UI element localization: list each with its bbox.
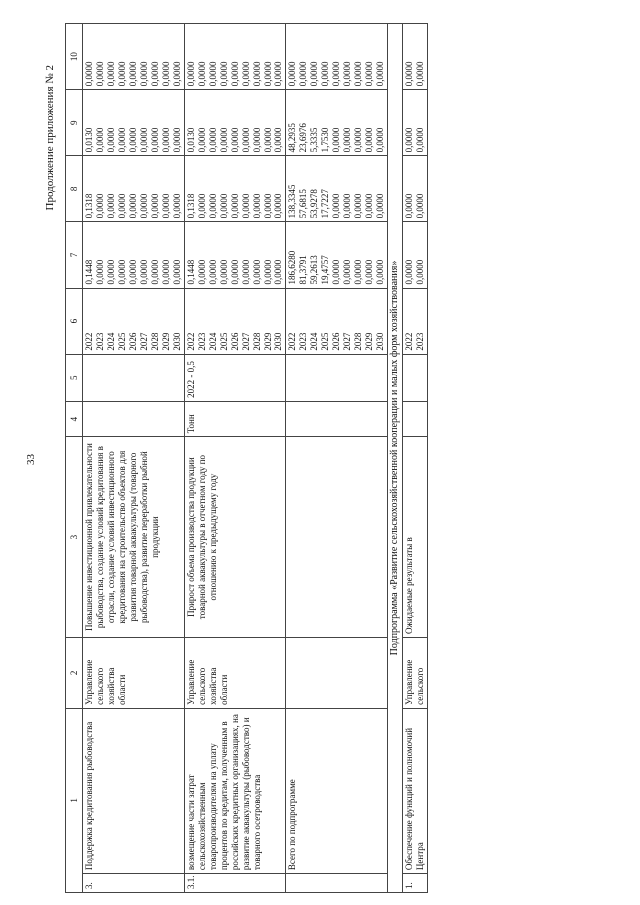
value-c6 (286, 222, 388, 288)
value-c9-value: 0,0000 (171, 61, 182, 87)
value-c9-value: 0,0000 (364, 61, 375, 87)
value-c9 (403, 24, 428, 90)
value-c7-value: 0,0000 (353, 193, 364, 219)
value-c7-value: 0,0000 (342, 193, 353, 219)
value-c9 (286, 24, 388, 90)
value-c7-value: 0,0000 (375, 193, 386, 219)
value-c8 (286, 90, 388, 156)
years-value: 2024 (105, 332, 116, 351)
value-c7-value: 57,6815 (298, 189, 309, 219)
value-c7-value: 0,0000 (207, 193, 218, 219)
value-c6-value: 0,0000 (240, 259, 251, 285)
subprogram-title: Подпрограмма «Развитие сельскохозяйственной кооперации и малых форм хозяйствования» (388, 24, 403, 893)
years (286, 288, 388, 354)
value-c9-value: 0,0000 (320, 61, 331, 87)
value-c6-value: 0,0000 (415, 259, 426, 285)
years-value: 2024 (207, 332, 218, 351)
value-c6-value: 0,0000 (171, 259, 182, 285)
value-c6-value: 0,0000 (94, 259, 105, 285)
value-c8-value: 0,0000 (375, 127, 386, 153)
value-c7-value: 0,0000 (127, 193, 138, 219)
value-c9-value: 0,0000 (342, 61, 353, 87)
value-c7-value: 0,0000 (94, 193, 105, 219)
value-c8-value: 0,0000 (262, 127, 273, 153)
years-value: 2025 (218, 332, 229, 351)
value-c8 (184, 90, 286, 156)
value-c8-value: 0,0000 (364, 127, 375, 153)
header-cell-5: 5 (66, 354, 83, 401)
value-c7-value: 0,0000 (415, 193, 426, 219)
value-c7-value: 0,0000 (364, 193, 375, 219)
years-value: 2029 (364, 332, 375, 351)
value-c9-value: 0,0000 (105, 61, 116, 87)
table-row (403, 24, 428, 893)
row-number: 3. (83, 874, 185, 893)
years-value: 2028 (251, 332, 262, 351)
value-c6-value: 59,2613 (309, 255, 320, 285)
value-c9-value: 0,0000 (149, 61, 160, 87)
value-c7-value: 53,9278 (309, 189, 320, 219)
value-c6-value: 0,0000 (207, 259, 218, 285)
value-c8-value: 0,0130 (185, 127, 196, 153)
value-c9-value: 0,0000 (287, 61, 298, 87)
value-c8-value: 0,0130 (84, 127, 94, 153)
row-number: 1. (403, 874, 428, 893)
value-c7 (403, 156, 428, 222)
value-c7-value: 0,1318 (185, 193, 196, 219)
value-c7-value: 0,0000 (116, 193, 127, 219)
years-value: 2022 (185, 332, 196, 351)
page-number: 33 (25, 454, 37, 465)
value-c9-value: 0,0000 (273, 61, 284, 87)
years-value: 2028 (353, 332, 364, 351)
header-cell-10: 10 (66, 24, 83, 90)
value-c9-value: 0,0000 (353, 61, 364, 87)
value-c6-value: 0,0000 (364, 259, 375, 285)
value-c6 (403, 222, 428, 288)
value-c9-value: 0,0000 (218, 61, 229, 87)
years-value: 2023 (94, 332, 105, 351)
value-c6-value: 186,6280 (287, 250, 298, 285)
value-c7-value: 0,0000 (404, 193, 415, 219)
unit (403, 401, 428, 436)
value-c8-value: 0,0000 (116, 127, 127, 153)
value-c8-value: 0,0000 (207, 127, 218, 153)
value-c6-value: 0,0000 (127, 259, 138, 285)
program-table (65, 23, 428, 893)
value-c8-value: 48,2935 (287, 123, 298, 153)
value-c6-value: 0,0000 (160, 259, 171, 285)
value-c8-value: 0,0000 (105, 127, 116, 153)
header-cell-9: 9 (66, 90, 83, 156)
value-c8-value: 0,0000 (342, 127, 353, 153)
value-c7 (83, 156, 185, 222)
indicator (286, 437, 388, 638)
value-c9-value: 0,0000 (262, 61, 273, 87)
value-c9-value: 0,0000 (138, 61, 149, 87)
value-c7-value: 138,3345 (287, 184, 298, 219)
activity-name: Обеспечение функций и полномочий Центра (403, 708, 428, 873)
value-c8-value: 0,0000 (218, 127, 229, 153)
years-value: 2023 (298, 332, 309, 351)
header-cell-6: 6 (66, 288, 83, 354)
years-value: 2025 (116, 332, 127, 351)
value-c7-value: 0,0000 (331, 193, 342, 219)
value-c7-value: 0,0000 (240, 193, 251, 219)
value-c8-value: 0,0000 (240, 127, 251, 153)
value-c6 (184, 222, 286, 288)
value-c6-value: 0,0000 (331, 259, 342, 285)
value-c9-value: 0,0000 (127, 61, 138, 87)
unit: Тонн (184, 401, 286, 436)
value-c8-value: 5,3335 (309, 127, 320, 153)
years-value: 2027 (138, 332, 149, 351)
value-c6-value: 0,0000 (138, 259, 149, 285)
continuation-title: Продолжение приложения № 2 (44, 65, 56, 211)
value-c6-value: 0,0000 (105, 259, 116, 285)
header-row (66, 24, 83, 893)
header-cell-3: 3 (66, 437, 83, 638)
value-c7-value: 17,7227 (320, 189, 331, 219)
years (184, 288, 286, 354)
value-c6-value: 0,0000 (262, 259, 273, 285)
value-c9-value: 0,0000 (84, 61, 94, 87)
years (403, 288, 428, 354)
executor (286, 637, 388, 708)
value-c6-value: 0,0000 (404, 259, 415, 285)
years-value: 2030 (171, 332, 182, 351)
value-c7 (286, 156, 388, 222)
years-value: 2025 (320, 332, 331, 351)
value-c9 (184, 24, 286, 90)
value-c7-value: 0,0000 (229, 193, 240, 219)
value-c8-value: 0,0000 (149, 127, 160, 153)
value-c7 (184, 156, 286, 222)
value-c6-value: 0,0000 (229, 259, 240, 285)
header-cell-4: 4 (66, 401, 83, 436)
value-c8-value: 0,0000 (331, 127, 342, 153)
years-value: 2026 (331, 332, 342, 351)
value-c6-value: 0,0000 (149, 259, 160, 285)
value-c7-value: 0,0000 (160, 193, 171, 219)
value-c6 (83, 222, 185, 288)
value-c7-value: 0,0000 (196, 193, 207, 219)
target-value (83, 354, 185, 401)
value-c6-value: 0,1448 (84, 259, 94, 285)
value-c6-value: 0,1448 (185, 259, 196, 285)
value-c8-value: 0,0000 (171, 127, 182, 153)
value-c9-value: 0,0000 (298, 61, 309, 87)
value-c7-value: 0,0000 (149, 193, 160, 219)
years-value: 2029 (160, 332, 171, 351)
value-c7-value: 0,0000 (138, 193, 149, 219)
target-value (403, 354, 428, 401)
value-c8-value: 0,0000 (251, 127, 262, 153)
years (83, 288, 185, 354)
value-c8-value: 0,0000 (127, 127, 138, 153)
value-c8-value: 0,0000 (353, 127, 364, 153)
value-c9-value: 0,0000 (207, 61, 218, 87)
value-c9-value: 0,0000 (94, 61, 105, 87)
executor: Управление сельского хозяйства области (83, 637, 185, 708)
value-c8 (83, 90, 185, 156)
value-c7-value: 0,0000 (262, 193, 273, 219)
value-c9-value: 0,0000 (185, 61, 196, 87)
value-c9-value: 0,0000 (229, 61, 240, 87)
target-value (286, 354, 388, 401)
value-c9-value: 0,0000 (331, 61, 342, 87)
indicator: Повышение инвестиционной привлекательности рыбоводства, создание условий кредитования в отрасли, создание условий инвестиционного кредитования на строительство объектов для развития товарной аквакультуры (товарного рыбоводства), развитие переработки рыбной продукции (83, 437, 185, 638)
value-c6-value: 0,0000 (273, 259, 284, 285)
value-c8-value: 23,6976 (298, 123, 309, 153)
value-c6-value: 0,0000 (251, 259, 262, 285)
value-c6-value: 0,0000 (218, 259, 229, 285)
value-c8-value: 0,0000 (273, 127, 284, 153)
years-value: 2030 (273, 332, 284, 351)
value-c7-value: 0,0000 (171, 193, 182, 219)
table-row (83, 24, 185, 893)
value-c9-value: 0,0000 (251, 61, 262, 87)
indicator: Ожидаемые результаты в (403, 437, 428, 638)
value-c9-value: 0,0000 (375, 61, 386, 87)
years-value: 2023 (196, 332, 207, 351)
value-c6-value: 0,0000 (353, 259, 364, 285)
executor: Управление сельского хозяйства области (184, 637, 286, 708)
value-c9-value: 0,0000 (415, 61, 426, 87)
years-value: 2022 (404, 332, 415, 351)
value-c9-value: 0,0000 (160, 61, 171, 87)
value-c8-value: 0,0000 (229, 127, 240, 153)
activity-name: возмещение части затрат сельскохозяйственным товаропроизводителям на уплату процентов по кредитам, полученным в российских кредитных организациях, на развитие аквакультуры (рыбоводство) и товарного осетроводства (184, 708, 286, 873)
years-value: 2029 (262, 332, 273, 351)
years-value: 2030 (375, 332, 386, 351)
table-row (184, 24, 286, 893)
years-value: 2026 (229, 332, 240, 351)
row-number (286, 874, 388, 893)
target-value: 2022 - 0,5 (184, 354, 286, 401)
value-c8-value: 0,0000 (196, 127, 207, 153)
unit (286, 401, 388, 436)
years-value: 2022 (287, 332, 298, 351)
header-cell-2: 2 (66, 637, 83, 708)
header-cell-1: 1 (66, 708, 83, 892)
value-c8-value: 0,0000 (138, 127, 149, 153)
value-c8-value: 1,7530 (320, 127, 331, 153)
value-c8-value: 0,0000 (404, 127, 415, 153)
value-c7-value: 0,0000 (218, 193, 229, 219)
value-c8-value: 0,0000 (160, 127, 171, 153)
value-c9 (83, 24, 185, 90)
header-cell-8: 8 (66, 156, 83, 222)
header-cell-7: 7 (66, 222, 83, 288)
value-c9-value: 0,0000 (196, 61, 207, 87)
years-value: 2027 (342, 332, 353, 351)
indicator: Прирост объема производства продукции товарной аквакультуры в отчетном году по отношению к предыдущему году (184, 437, 286, 638)
activity-name: Поддержка кредитования рыбоводства (83, 708, 185, 873)
value-c6-value: 81,3791 (298, 255, 309, 285)
value-c6-value: 19,4757 (320, 255, 331, 285)
executor: Управление сельского (403, 637, 428, 708)
value-c9-value: 0,0000 (240, 61, 251, 87)
value-c9-value: 0,0000 (309, 61, 320, 87)
years-value: 2024 (309, 332, 320, 351)
activity-name: Всего по подпрограмме (286, 708, 388, 873)
value-c6-value: 0,0000 (342, 259, 353, 285)
value-c8 (403, 90, 428, 156)
value-c8-value: 0,0000 (415, 127, 426, 153)
subprogram-row (388, 24, 403, 893)
value-c6-value: 0,0000 (196, 259, 207, 285)
value-c9-value: 0,0000 (404, 61, 415, 87)
value-c6-value: 0,0000 (375, 259, 386, 285)
value-c6-value: 0,0000 (116, 259, 127, 285)
years-value: 2023 (415, 332, 426, 351)
value-c7-value: 0,0000 (105, 193, 116, 219)
table-row (286, 24, 388, 893)
value-c9-value: 0,0000 (116, 61, 127, 87)
value-c8-value: 0,0000 (94, 127, 105, 153)
years-value: 2028 (149, 332, 160, 351)
value-c7-value: 0,0000 (251, 193, 262, 219)
years-value: 2022 (84, 332, 94, 351)
value-c7-value: 0,0000 (273, 193, 284, 219)
unit (83, 401, 185, 436)
years-value: 2027 (240, 332, 251, 351)
row-number: 3.1. (184, 874, 286, 893)
value-c7-value: 0,1318 (84, 193, 94, 219)
years-value: 2026 (127, 332, 138, 351)
